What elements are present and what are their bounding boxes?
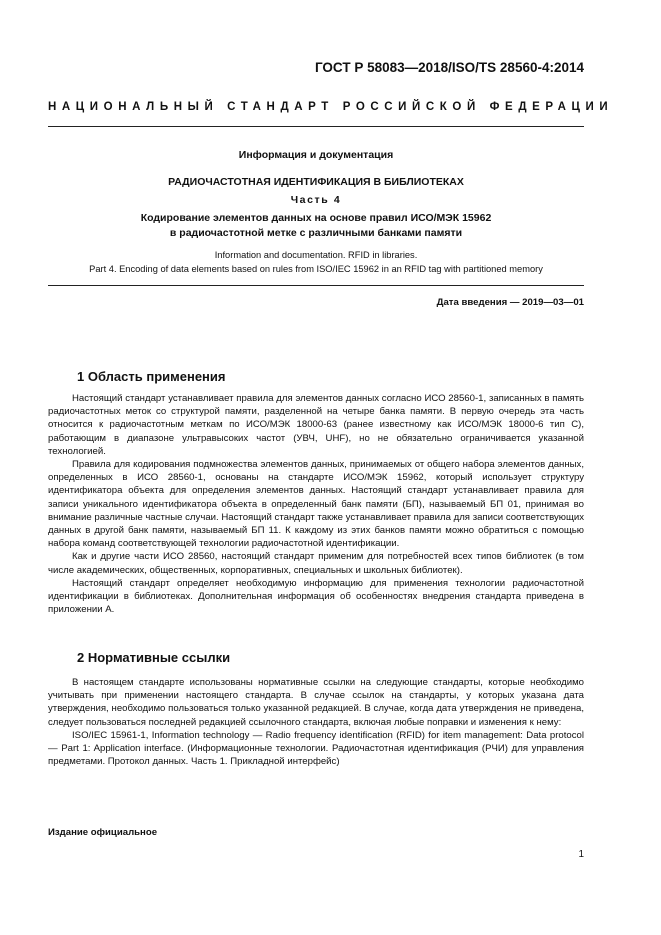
part-label: Часть 4	[290, 194, 342, 206]
section-1-heading: 1 Область применения	[77, 369, 226, 384]
document-title: РАДИОЧАСТОТНАЯ ИДЕНТИФИКАЦИЯ В БИБЛИОТЕКАХ	[168, 176, 464, 188]
official-edition-label: Издание официальное	[48, 827, 158, 838]
national-standard-banner: НАЦИОНАЛЬНЫЙ СТАНДАРТ РОССИЙСКОЙ ФЕДЕРАЦИИ	[48, 101, 614, 113]
top-divider	[48, 126, 584, 127]
page-number: 1	[578, 849, 584, 860]
subtitle-line-2: в радиочастотной метке с различными банками памяти	[169, 227, 463, 239]
english-title-line-1: Information and documentation. RFID in libraries.	[214, 250, 418, 260]
subtitle-line-1: Кодирование элементов данных на основе правил ИСО/МЭК 15962	[140, 212, 492, 224]
paragraph: Правила для кодирования подмножества элементов данных, принимаемых от общего набора элементов данных, определенных в ИСО 28560-1, основаны на стандарте ИСО/МЭК 15962, который использует структуру идентификатора объекта для определения элементов данных. Настоящий стандарт устанавливает правила для записи уникального идентификатора объекта в определенный банк памяти (БП), называемый БП 01, принимая во внимание различные частные случаи. Настоящий стандарт также устанавливает правила для записи соответствующих данных в другой банк памяти, называемый БП 11. К каждому из этих банков памяти можно обратиться с помощью набора команд соответствующей технологии радиочастотной идентификации.	[48, 459, 584, 550]
section-2-heading: 2 Нормативные ссылки	[77, 650, 231, 665]
gost-code: ГОСТ Р 58083—2018/ISO/TS 28560-4:2014	[314, 60, 584, 75]
paragraph: Как и другие части ИСО 28560, настоящий стандарт применим для потребностей всех типов библиотек (в том числе академических, общественных, корпоративных, специальных и школьных библиотек).	[48, 551, 584, 576]
paragraph: В настоящем стандарте использованы нормативные ссылки на следующие стандарты, которые необходимо учитывать при применении настоящего стандарта. В случае ссылок на стандарты, у которых указана дата утверждения, необходимо пользоваться только указанной редакцией. В случае, когда дата утверждения не приведена, следует пользоваться последней редакцией ссылочного стандарта, включая любые поправки и изменения к нему:	[48, 677, 584, 728]
section-1-body	[48, 392, 584, 616]
introduction-date: Дата введения — 2019—03—01	[436, 297, 584, 308]
section-2-body	[48, 676, 584, 768]
title-divider	[48, 285, 584, 286]
paragraph: Настоящий стандарт определяет необходимую информацию для применения технологии радиочастотной идентификации в библиотеках. Дополнительная информация об особенностях внедрения стандарта приведена в приложении А.	[48, 577, 584, 616]
paragraph: Настоящий стандарт устанавливает правила для элементов данных согласно ИСО 28560-1, записанных в память радиочастотных меток со структурой памяти, разделенной на четыре банка памяти. В первую очередь эта часть относится к радиочастотным меткам по ИСО/МЭК 18000-63 (ранее известному как ИСО/МЭК 18000-6 тип С), работающим в диапазоне ультравысоких частот (УВЧ, UHF), но не обязательно ограничивается указанной технологией.	[48, 393, 584, 457]
paragraph: ISO/IEC 15961-1, Information technology — Radio frequency identification (RFID) for item management: Data protocol — Part 1: Application interface. (Информационные технологии. Радиочастотная идентификация (РЧИ) для управления предметами. Протокол данных. Часть 1. Прикладной интерфейс)	[48, 729, 584, 768]
english-title-line-2: Part 4. Encoding of data elements based on rules from ISO/IEC 15962 in an RFID tag with partitioned memory	[89, 264, 543, 274]
series-title: Информация и документация	[238, 149, 394, 161]
